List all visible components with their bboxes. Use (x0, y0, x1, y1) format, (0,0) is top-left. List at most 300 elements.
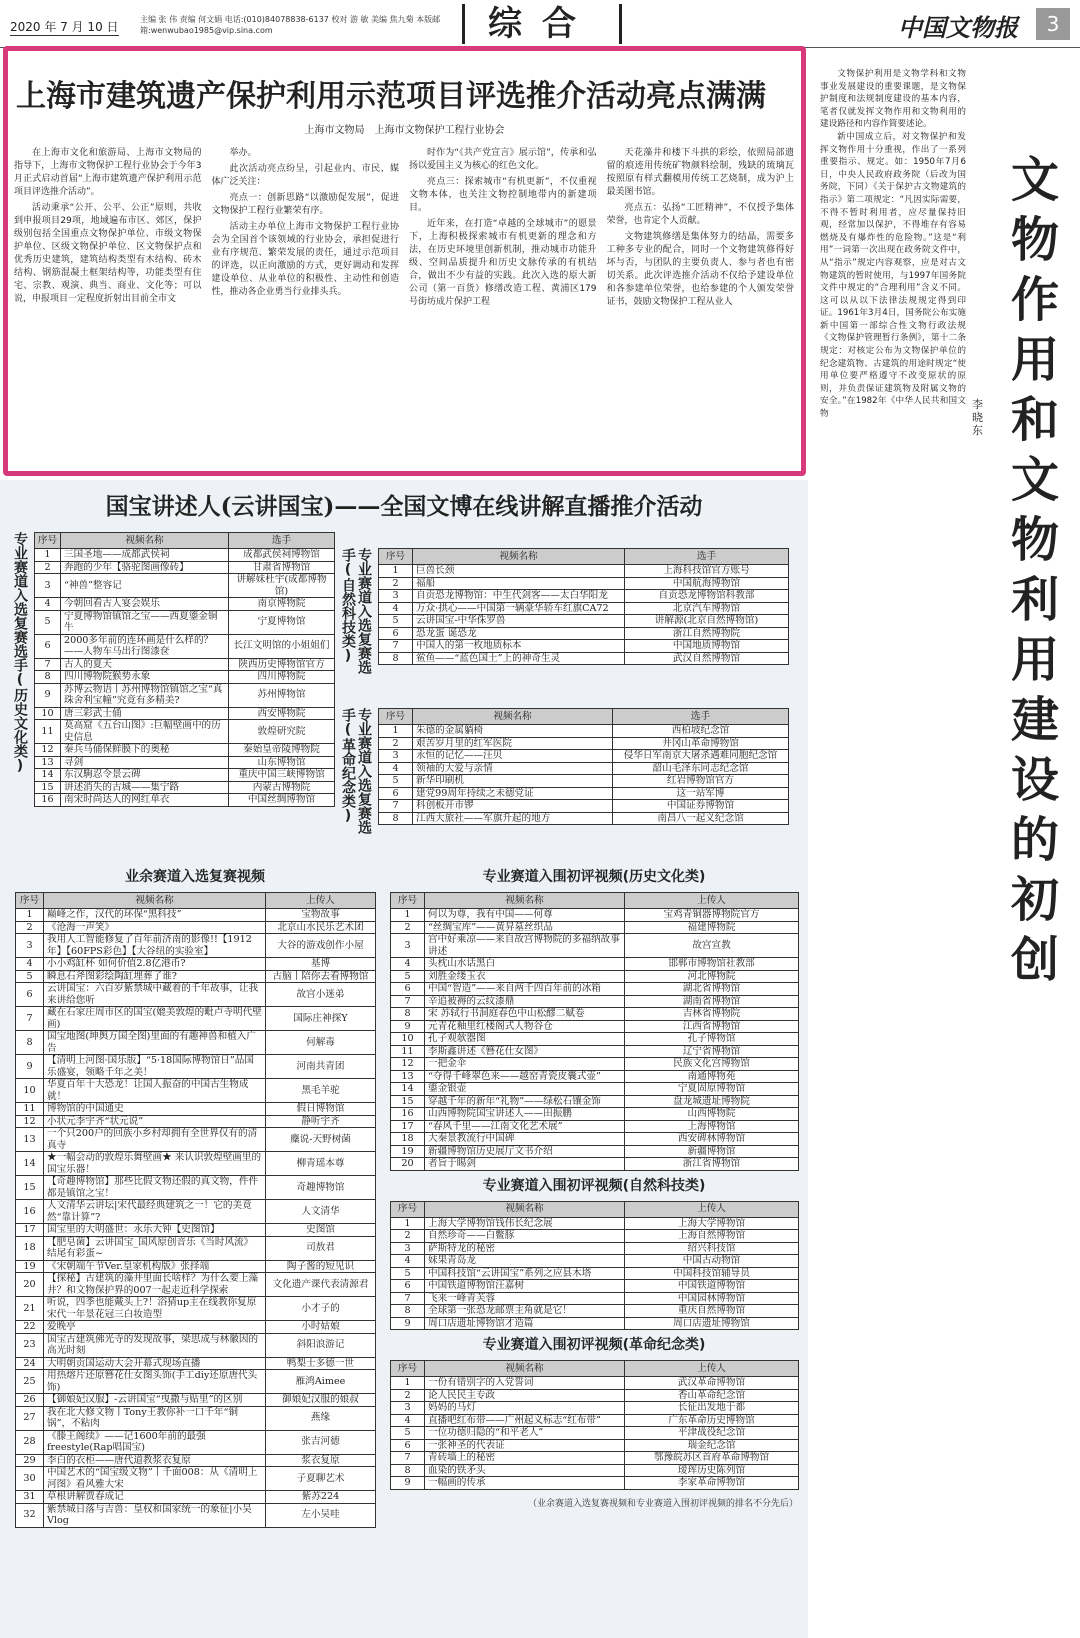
table-header-row (16, 893, 376, 909)
table-row (391, 1020, 799, 1033)
title-char: 创 (1010, 932, 1059, 988)
row-number: 12 (16, 1115, 44, 1128)
row-number: 11 (391, 1045, 425, 1058)
video-title: 中国科技馆“云讲国宝”系列之应县木塔 (425, 1267, 625, 1280)
video-title: 一个只200户的回族小乡村却拥有全世界仅有的清真寺 (44, 1128, 266, 1152)
video-title: 四川博物院猴势永象 (61, 671, 229, 684)
video-title: 《滕王阁续》——记1600年前的最强freestyle(Rap唱国宝) (44, 1430, 266, 1454)
video-title: 艰苦岁月里的红军医院 (413, 737, 613, 750)
table-row (16, 1236, 376, 1260)
uploader: 西安博物院 (229, 707, 335, 720)
row-number: 7 (379, 800, 413, 813)
uploader: 宁夏固原博物馆 (625, 1083, 799, 1096)
video-title: 自然珍奇——白鳖豚 (425, 1230, 625, 1243)
table-row (16, 1406, 376, 1430)
uploader: 湖南省博物馆 (625, 995, 799, 1008)
uploader: 山西博物院 (625, 1108, 799, 1121)
column-header: 序号 (379, 549, 413, 565)
video-title: 国宝里的大明盛世：永乐大钟【史图馆】 (44, 1224, 266, 1237)
uploader: 武汉革命博物馆 (625, 1377, 799, 1390)
uploader: 内蒙古博物院 (229, 781, 335, 794)
results-table (390, 1201, 799, 1331)
video-title: 科创板开市锣 (413, 800, 613, 813)
table-row (16, 1079, 376, 1103)
row-number: 9 (391, 1020, 425, 1033)
table-row (35, 794, 335, 807)
uploader: 静听宇齐 (266, 1115, 376, 1128)
table-row (379, 750, 789, 763)
uploader: 陕西历史博物馆官方 (229, 658, 335, 671)
table-row (16, 1128, 376, 1152)
video-title: 听说，四季也能戴头上?！浴猜up主在线教你复原宋代一年景花冠三白妆造型 (44, 1297, 266, 1321)
uploader: 河北博物院 (625, 970, 799, 983)
uploader: 假日博物馆 (266, 1103, 376, 1116)
video-title: “神兽”整容记 (61, 574, 229, 598)
lead-article (3, 46, 806, 476)
table-row (16, 1115, 376, 1128)
article-paragraph: 举办。 (229, 148, 257, 158)
table-row (16, 909, 376, 922)
uploader: 北京汽车博物馆 (625, 602, 789, 615)
video-title: 【清明上河图·国乐版】“5·18国际博物馆日”品国乐盛宴，领略千年之美！ (44, 1055, 266, 1079)
issue-date: 2020 年 7 月 10 日 (10, 20, 119, 34)
table-title: 专业赛道入围初评视频(历史文化类) (482, 869, 706, 885)
table-row (391, 1008, 799, 1021)
table-row (391, 1389, 799, 1402)
table-row (35, 720, 335, 744)
article-column (14, 147, 202, 469)
row-number: 8 (391, 1008, 425, 1021)
title-char: 初 (1010, 872, 1059, 928)
uploader: 左小吴哇 (266, 1503, 376, 1527)
section-title: 综合 (462, 4, 622, 44)
table-row (35, 769, 335, 782)
uploader: 故宫宣教 (625, 934, 799, 958)
table-row (391, 1377, 799, 1390)
table-row (391, 1033, 799, 1046)
uploader: 宝物故事 (266, 909, 376, 922)
uploader: 鄂豫皖苏区首府革命博物馆 (625, 1452, 799, 1465)
uploader: 斜阳浪游记 (266, 1333, 376, 1357)
row-number: 2 (379, 577, 413, 590)
row-number: 15 (35, 781, 61, 794)
article-body (14, 147, 794, 469)
table-group (340, 548, 789, 676)
video-title: 中国艺术的“国宝级文物”丨千面008：从《清明上河图》看风雅大宋 (44, 1467, 266, 1491)
uploader: 李家革命博物馆 (625, 1477, 799, 1490)
uploader: 麋说-天野树菌 (266, 1128, 376, 1152)
uploader: 司敖君 (266, 1236, 376, 1260)
row-number: 16 (35, 794, 61, 807)
video-title: 妹果青岛龙 (425, 1255, 625, 1268)
video-title: 云讲国宝：六百岁紫禁城中藏着的千年故事，让我来讲给您听 (44, 983, 266, 1007)
video-title: 巅峰之作，汉代的环保“黑科技” (44, 909, 266, 922)
video-title: 李白的衣柜——唐代道教浆衣复原 (44, 1454, 266, 1467)
results-table (390, 1360, 799, 1490)
video-title: 今朝回看古人宴会娱乐 (61, 598, 229, 611)
row-number: 3 (16, 934, 44, 958)
column-header: 选手 (229, 533, 335, 549)
column-header: 上传人 (625, 1201, 799, 1217)
uploader: 苏州博物馆 (229, 683, 335, 707)
uploader: 孔子博物馆 (625, 1033, 799, 1046)
table-row (391, 1427, 799, 1440)
table-row (16, 1503, 376, 1527)
row-number: 16 (16, 1200, 44, 1224)
table-header-row (379, 709, 789, 725)
article-paragraph: 在上海市文化和旅游局、上海市文物局的指导下，上海市文物保护工程行业协会于今年3月正式启动首届“上海市建筑遗产保护利用示范项目评选推介活动”。 (14, 148, 202, 197)
video-title: 自贡恐龙博物馆：中生代剑客——太白华阳龙 (413, 590, 625, 603)
uploader: 文化遗产课代表清源君 (266, 1273, 376, 1297)
uploader: 陶子酱的短见识 (266, 1260, 376, 1273)
row-number: 17 (391, 1120, 425, 1133)
video-title: 山西博物院国宝讲述人——田振鹏 (425, 1108, 625, 1121)
table-row (391, 1452, 799, 1465)
table-row (16, 958, 376, 971)
event-title: 国宝讲述人(云讲国宝)——全国文博在线讲解直播推介活动 (105, 493, 703, 520)
uploader: 中国地质博物馆 (625, 640, 789, 653)
title-char: 文 (1010, 152, 1059, 208)
table-row (16, 1430, 376, 1454)
table-header-row (391, 1201, 799, 1217)
table-row (35, 671, 335, 684)
row-number: 2 (391, 1230, 425, 1243)
video-title: 爱晚亭 (44, 1321, 266, 1334)
uploader: 甘肃省博物馆 (229, 561, 335, 574)
title-char: 物 (1010, 512, 1059, 568)
row-number: 28 (16, 1430, 44, 1454)
table-row (391, 1280, 799, 1293)
uploader: 人文清华 (266, 1200, 376, 1224)
table-row (16, 1055, 376, 1079)
video-title: 大明朝贡国运动大会开幕式现场直播 (44, 1357, 266, 1370)
row-number: 7 (391, 1452, 425, 1465)
staff-credits: 主编 张 伟 责编 何文娟 电话:(010)84078838-6137 校对 游 敏 美编 焦九菊 本版邮箱:wenwubao1985@vip.sina.com (140, 15, 441, 35)
row-number: 8 (391, 1464, 425, 1477)
article-paragraph: 亮点三：探索城市“有机更新”，不仅重视文物本体，也关注文物控制地带内的新建项目。 (409, 177, 597, 213)
table-row (379, 725, 789, 738)
row-number: 15 (391, 1095, 425, 1108)
row-number: 4 (391, 958, 425, 971)
row-number: 19 (16, 1260, 44, 1273)
video-title: 一幅画的传承 (425, 1477, 625, 1490)
table-row (391, 909, 799, 922)
uploader: 敦煌研究院 (229, 720, 335, 744)
video-title: 国宝地图(坤舆万国全图)里面的有趣神兽和植入广告 (44, 1031, 266, 1055)
uploader: 这一站军博 (613, 787, 789, 800)
video-title: 江西大旅社——军旗升起的地方 (413, 812, 613, 825)
article-paragraph: 亮点五：弘扬“工匠精神”，不仅授予集体荣誉，也肯定个人贡献。 (606, 203, 794, 226)
row-number: 6 (35, 634, 61, 658)
table-row (391, 1242, 799, 1255)
table-row (379, 775, 789, 788)
results-table (15, 892, 376, 1528)
video-title: 中国铁道博物馆汪嘉树 (425, 1280, 625, 1293)
table-row (16, 1224, 376, 1237)
table-row (391, 970, 799, 983)
uploader: 中国证券博物馆 (613, 800, 789, 813)
uploader: 江西省博物馆 (625, 1020, 799, 1033)
row-number: 31 (16, 1491, 44, 1504)
uploader: 鸭梨士多德一世 (266, 1357, 376, 1370)
row-number: 29 (16, 1454, 44, 1467)
table-row (391, 1145, 799, 1158)
table-row (391, 1133, 799, 1146)
table-row (391, 983, 799, 996)
table-row (16, 1260, 376, 1273)
row-number: 9 (35, 683, 61, 707)
table-row (379, 565, 789, 578)
row-number: 5 (35, 610, 61, 634)
row-number: 2 (391, 921, 425, 934)
row-number: 32 (16, 1503, 44, 1527)
table-row (16, 934, 376, 958)
video-title: 《沧海一声笑》 (44, 921, 266, 934)
row-number: 4 (391, 1414, 425, 1427)
video-title: 【肥皂菌】云讲国宝_国风原创音乐《当时风流》结尾有彩蛋~ (44, 1236, 266, 1260)
column-header: 视频名称 (425, 1361, 625, 1377)
table-row (379, 762, 789, 775)
table-row (16, 1103, 376, 1116)
table-row (391, 1439, 799, 1452)
row-number: 13 (391, 1070, 425, 1083)
table-row (16, 1454, 376, 1467)
table-row (391, 1402, 799, 1415)
uploader: 中国航海博物馆 (625, 577, 789, 590)
table-row (391, 1414, 799, 1427)
video-title: 新华印刷机 (413, 775, 613, 788)
article-column (409, 147, 597, 469)
table-row (379, 640, 789, 653)
uploader: 黑毛羊驼 (266, 1079, 376, 1103)
row-number: 6 (16, 983, 44, 1007)
uploader: 武汉自然博物馆 (625, 652, 789, 665)
table-row (379, 602, 789, 615)
row-number: 11 (16, 1103, 44, 1116)
table-row (391, 1464, 799, 1477)
title-char: 利 (1010, 572, 1059, 628)
video-title: 秦兵马俑保鲜膜下的奥秘 (61, 744, 229, 757)
video-title: 奔跑的少年【骆驼图画像砖】 (61, 561, 229, 574)
video-title: 中国人的第一枚地质标本 (413, 640, 625, 653)
table-row (379, 627, 789, 640)
uploader: 小才子的 (266, 1297, 376, 1321)
table-row (35, 598, 335, 611)
video-title: 元青花釉里红楼阁式人物谷仓 (425, 1020, 625, 1033)
uploader: 中国铁道博物馆 (625, 1280, 799, 1293)
row-number: 6 (391, 1280, 425, 1293)
uploader: 浙江自然博物院 (625, 627, 789, 640)
uploader: 上海大学博物馆 (625, 1217, 799, 1230)
uploader: 讲解妹杜宇(成都博物馆) (229, 574, 335, 598)
row-number: 4 (379, 602, 413, 615)
uploader: 史图馆 (266, 1224, 376, 1237)
uploader: 中国古动物馆 (625, 1255, 799, 1268)
video-title: 李斯鑫讲述《簪花仕女图》 (425, 1045, 625, 1058)
row-number: 7 (391, 995, 425, 1008)
uploader: 上海博物馆 (625, 1120, 799, 1133)
table-header-row (391, 893, 799, 909)
uploader: 基博 (266, 958, 376, 971)
table-row (391, 1058, 799, 1071)
title-char: 建 (1010, 692, 1059, 748)
uploader: 湖北省博物馆 (625, 983, 799, 996)
column-header: 上传人 (625, 893, 799, 909)
uploader: 故宫小迷弟 (266, 983, 376, 1007)
table-row (35, 561, 335, 574)
row-number: 13 (35, 756, 61, 769)
row-number: 10 (35, 707, 61, 720)
table-row (379, 577, 789, 590)
table-row (391, 921, 799, 934)
row-number: 17 (16, 1224, 44, 1237)
title-char: 和 (1010, 392, 1059, 448)
uploader: 平津战役纪念馆 (625, 1427, 799, 1440)
table-row (379, 590, 789, 603)
video-title: 全球第一张恐龙邮票主角就是它！ (425, 1305, 625, 1318)
uploader: 南京博物院 (229, 598, 335, 611)
video-title: 藏在石家庄周市区的国宝(媲美敦煌的毗卢寺明代壁画) (44, 1007, 266, 1031)
uploader: 自贡恐龙博物馆科教部 (625, 590, 789, 603)
column-header: 视频名称 (61, 533, 229, 549)
table-row (379, 737, 789, 750)
video-title: 宫中好乘凉——来自故宫博物院的多福纳故事讲述 (425, 934, 625, 958)
column-header: 序号 (379, 709, 413, 725)
uploader: 福建博物院 (625, 921, 799, 934)
row-number: 2 (35, 561, 61, 574)
uploader: 秦始皇帝陵博物院 (229, 744, 335, 757)
title-char: 用 (1010, 632, 1059, 688)
video-title: 一位功德归隐的“和平老人” (425, 1427, 625, 1440)
video-title: 古人的夏天 (61, 658, 229, 671)
table-row (16, 1297, 376, 1321)
page-number: 3 (1036, 8, 1070, 40)
row-number: 7 (391, 1292, 425, 1305)
row-number: 15 (16, 1176, 44, 1200)
row-number: 8 (379, 652, 413, 665)
uploader: 御娘妃汉服的娘叔 (266, 1394, 376, 1407)
row-number: 1 (16, 909, 44, 922)
column-header: 序号 (391, 893, 425, 909)
row-number: 27 (16, 1406, 44, 1430)
table-row (391, 1292, 799, 1305)
table-row (391, 1083, 799, 1096)
uploader: 成都武侯祠博物馆 (229, 549, 335, 562)
row-number: 20 (16, 1273, 44, 1297)
column-header: 视频名称 (413, 709, 613, 725)
uploader: 中国科技馆辅导员 (625, 1267, 799, 1280)
video-title: 何以为尊，我有中国——何尊 (425, 909, 625, 922)
results-table (378, 548, 789, 665)
row-number: 14 (16, 1152, 44, 1176)
video-title: 国宝古建筑佛光寺的发现故事，梁思成与林徽因的高光时刻 (44, 1333, 266, 1357)
table-row (16, 1467, 376, 1491)
row-number: 1 (379, 725, 413, 738)
video-title: “春风千里——江南文化艺术展” (425, 1120, 625, 1133)
row-number: 6 (379, 627, 413, 640)
row-number: 26 (16, 1394, 44, 1407)
row-number: 2 (379, 737, 413, 750)
table-row (391, 1217, 799, 1230)
row-number: 21 (16, 1297, 44, 1321)
row-number: 20 (391, 1158, 425, 1171)
video-title: 上海大学博物馆钱伟长纪念展 (425, 1217, 625, 1230)
video-title: 瞬息石斧图彩绘陶缸埋葬了谁? (44, 970, 266, 983)
video-title: 讲述消失的古城——集宁路 (61, 781, 229, 794)
video-title: 人文清华云讲坛|宋代最经典建筑之一！它的美竟然“靠计算”? (44, 1200, 266, 1224)
video-title: 草根讲解贾春成记 (44, 1491, 266, 1504)
video-title: 三国圣地——成都武侯祠 (61, 549, 229, 562)
video-title: 周口店遗址博物馆才造篇 (425, 1317, 625, 1330)
table-title: 业余赛道入选复赛视频 (125, 869, 265, 885)
uploader: 宝鸡青铜器博物院官方 (625, 909, 799, 922)
table-vertical-label: 专业赛道入选复赛选手(自然科技类) (340, 548, 372, 674)
uploader: 河南共青团 (266, 1055, 376, 1079)
article-paragraph: 文物建筑修缮是集体努力的结晶，需要多工种多专业的配合，同时一个文物建筑修得好坏与否，与团队的主要负责人、参与者也有密切关系。此次评选推介活动不仅给予建设单位和各参建单位荣誉，也给参建的个人颁发荣誉证书，鼓励文物保护工程从业人 (606, 232, 794, 307)
table-header-row (379, 549, 789, 565)
side-article-body (820, 68, 966, 1558)
table-row (391, 1108, 799, 1121)
article-paragraph: 近年来，在打造“卓越的全球城市”的愿景下，上海积极探索城市有机更新的理念和方法，在历史环境里创新机制，推动城市功能升级、空间品质提升和历史文脉传承的有机结合，做出不少有益的实践。此次入选的原大新公司（第一百货）修缮改造工程、黄浦区179号街坊成片保护工程 (409, 219, 597, 307)
video-title: 头枕山水话黑白 (425, 958, 625, 971)
row-number: 10 (16, 1079, 44, 1103)
video-title: 血染的铁矛头 (425, 1464, 625, 1477)
results-table (34, 532, 335, 807)
article-paragraph: 活动秉承“公开、公平、公正”原则，共收到申报项目29项，地域遍布市区、郊区，保护级别包括全国重点文物保护单位、市级文物保护单位、区级文物保护单位、区文物保护点和优秀历史建筑，建筑结构类型有木结构、砖木结构、钢筋混凝土框架结构等，功能类型有住宅、宗教、观演、典当、商业、文化等；可以说，申报项目一定程度折射出目前全市文 (14, 203, 202, 304)
uploader: 香山革命纪念馆 (625, 1389, 799, 1402)
table-row (379, 812, 789, 825)
video-title: 博物馆的中国通史 (44, 1103, 266, 1116)
column-header: 上传人 (625, 1361, 799, 1377)
table-row (391, 1095, 799, 1108)
row-number: 6 (391, 1439, 425, 1452)
video-title: 南宋时尚达人的网红单衣 (61, 794, 229, 807)
video-title: 穿越千年的新年“礼物”——绿松石镶金饰 (425, 1095, 625, 1108)
video-title: 云讲国宝-中华侏罗兽 (413, 615, 625, 628)
video-title: 小状元李宇齐“状元说” (44, 1115, 266, 1128)
table-row (391, 1305, 799, 1318)
table-row (16, 1491, 376, 1504)
video-title: 一张神圣的代表证 (425, 1439, 625, 1452)
table-row (16, 921, 376, 934)
row-number: 8 (16, 1031, 44, 1055)
table-row (35, 634, 335, 658)
column-header: 序号 (35, 533, 61, 549)
row-number: 8 (379, 812, 413, 825)
row-number: 8 (391, 1305, 425, 1318)
uploader: 国际庄神探Y (266, 1007, 376, 1031)
table-group (12, 532, 335, 822)
table-row (35, 756, 335, 769)
row-number: 18 (16, 1236, 44, 1260)
article-paragraph: 此次活动亮点纷呈，引起业内、市民、媒体广泛关注： (211, 164, 399, 187)
table-row (35, 549, 335, 562)
video-title: 东汉駒忍令景云碑 (61, 769, 229, 782)
row-number: 23 (16, 1333, 44, 1357)
video-title: 青砖墙上的秘密 (425, 1452, 625, 1465)
uploader: 讲解源(北京自然博物馆) (625, 615, 789, 628)
table-row (391, 1158, 799, 1171)
table-row (16, 1357, 376, 1370)
ranking-note: （业余赛道入选复赛视频和专业赛道入围初评视频的排名不分先后） (527, 1498, 798, 1509)
title-char: 的 (1010, 812, 1059, 868)
row-number: 5 (379, 775, 413, 788)
video-title: 莫高窟《五台山图》:巨幅壁画中的历史信息 (61, 720, 229, 744)
row-number: 1 (391, 1377, 425, 1390)
column-header: 视频名称 (413, 549, 625, 565)
table-row (16, 983, 376, 1007)
uploader: 井冈山革命博物馆 (613, 737, 789, 750)
